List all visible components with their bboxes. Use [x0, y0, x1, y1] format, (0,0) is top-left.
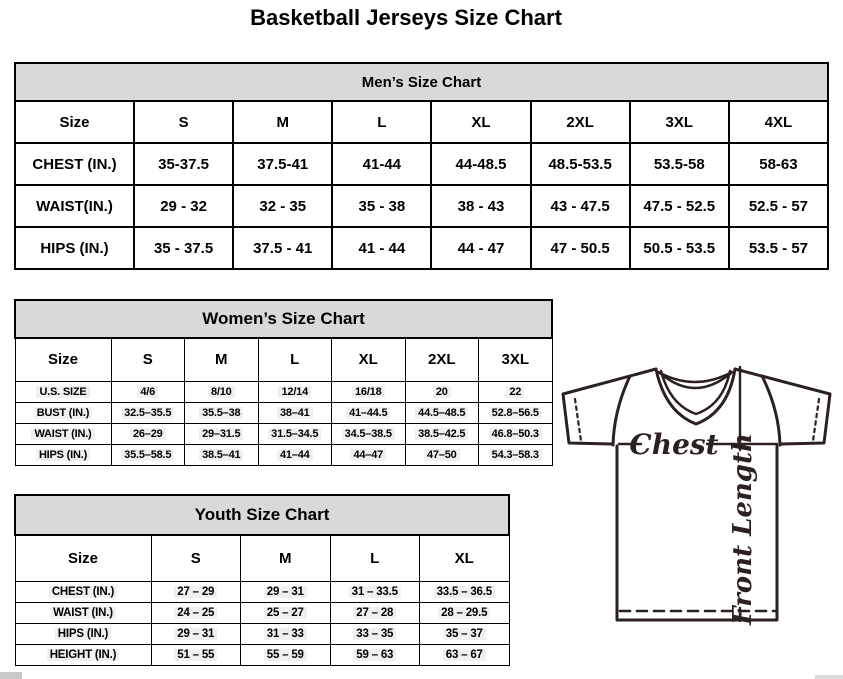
table-cell: 59 – 63	[330, 644, 420, 665]
column-header: Size	[15, 535, 151, 581]
table-cell: 31 – 33.5	[330, 581, 420, 602]
table-cell: 32 - 35	[233, 185, 332, 227]
table-cell: 29 – 31	[151, 623, 241, 644]
table-cell: 63 – 67	[420, 644, 510, 665]
column-header: L	[332, 101, 431, 143]
table-cell: 35 - 37.5	[134, 227, 233, 269]
column-header: L	[330, 535, 420, 581]
table-cell: 51 – 55	[151, 644, 241, 665]
table-cell: 41-44	[332, 143, 431, 185]
row-label: WAIST(IN.)	[15, 185, 134, 227]
table-cell: 44–47	[332, 444, 406, 465]
column-header: Size	[15, 101, 134, 143]
table-cell: 35-37.5	[134, 143, 233, 185]
column-header: 4XL	[729, 101, 828, 143]
table-cell: 35 - 38	[332, 185, 431, 227]
table-cell: 16/18	[332, 381, 406, 402]
row-label: HIPS (IN.)	[15, 623, 151, 644]
table-cell: 29 - 32	[134, 185, 233, 227]
table-cell: 37.5-41	[233, 143, 332, 185]
row-label: HIPS (IN.)	[15, 227, 134, 269]
row-label: WAIST (IN.)	[15, 602, 151, 623]
table-cell: 46.8–50.3	[479, 423, 553, 444]
column-header: XL	[431, 101, 530, 143]
table-cell: 8/10	[185, 381, 259, 402]
front-length-label: Front Length	[728, 433, 758, 625]
table-cell: 41–44	[258, 444, 332, 465]
table-cell: 54.3–58.3	[479, 444, 553, 465]
table-cell: 44.5–48.5	[405, 402, 479, 423]
column-header: L	[258, 338, 332, 381]
table-cell: 44 - 47	[431, 227, 530, 269]
mens-table-title: Men’s Size Chart	[15, 63, 828, 101]
row-label: CHEST (IN.)	[15, 143, 134, 185]
scrollbar-artifact-left	[0, 672, 22, 679]
table-cell: 31 – 33	[241, 623, 331, 644]
table-cell: 55 – 59	[241, 644, 331, 665]
row-label: BUST (IN.)	[15, 402, 111, 423]
table-cell: 33 – 35	[330, 623, 420, 644]
table-cell: 47–50	[405, 444, 479, 465]
table-cell: 53.5 - 57	[729, 227, 828, 269]
table-cell: 35.5–58.5	[111, 444, 185, 465]
table-cell: 31.5–34.5	[258, 423, 332, 444]
table-cell: 41 - 44	[332, 227, 431, 269]
row-label: HIPS (IN.)	[15, 444, 111, 465]
scrollbar-artifact-right	[815, 675, 843, 679]
table-cell: 52.8–56.5	[479, 402, 553, 423]
table-cell: 35 – 37	[420, 623, 510, 644]
column-header: 3XL	[479, 338, 553, 381]
column-header: Size	[15, 338, 111, 381]
table-cell: 44-48.5	[431, 143, 530, 185]
table-cell: 26–29	[111, 423, 185, 444]
column-header: S	[151, 535, 241, 581]
youth-table-title: Youth Size Chart	[15, 495, 509, 535]
column-header: XL	[420, 535, 510, 581]
table-cell: 27 – 29	[151, 581, 241, 602]
row-label: WAIST (IN.)	[15, 423, 111, 444]
table-cell: 29 – 31	[241, 581, 331, 602]
table-cell: 28 – 29.5	[420, 602, 510, 623]
table-cell: 12/14	[258, 381, 332, 402]
column-header: 2XL	[405, 338, 479, 381]
column-header: 2XL	[531, 101, 630, 143]
table-cell: 29–31.5	[185, 423, 259, 444]
table-cell: 32.5–35.5	[111, 402, 185, 423]
table-cell: 38.5–42.5	[405, 423, 479, 444]
table-cell: 58-63	[729, 143, 828, 185]
row-label: CHEST (IN.)	[15, 581, 151, 602]
table-cell: 38–41	[258, 402, 332, 423]
table-cell: 34.5–38.5	[332, 423, 406, 444]
table-cell: 38 - 43	[431, 185, 530, 227]
table-cell: 47.5 - 52.5	[630, 185, 729, 227]
table-cell: 25 – 27	[241, 602, 331, 623]
table-cell: 4/6	[111, 381, 185, 402]
column-header: M	[185, 338, 259, 381]
table-cell: 50.5 - 53.5	[630, 227, 729, 269]
table-cell: 37.5 - 41	[233, 227, 332, 269]
table-cell: 41–44.5	[332, 402, 406, 423]
table-cell: 33.5 – 36.5	[420, 581, 510, 602]
womens-table-title: Women’s Size Chart	[15, 300, 552, 338]
column-header: M	[241, 535, 331, 581]
table-cell: 53.5-58	[630, 143, 729, 185]
table-cell: 27 – 28	[330, 602, 420, 623]
chest-label: Chest	[629, 428, 719, 461]
table-cell: 24 – 25	[151, 602, 241, 623]
table-cell: 47 - 50.5	[531, 227, 630, 269]
table-cell: 52.5 - 57	[729, 185, 828, 227]
table-cell: 43 - 47.5	[531, 185, 630, 227]
column-header: S	[134, 101, 233, 143]
table-cell: 38.5–41	[185, 444, 259, 465]
table-cell: 35.5–38	[185, 402, 259, 423]
table-cell: 22	[479, 381, 553, 402]
row-label: HEIGHT (IN.)	[15, 644, 151, 665]
column-header: M	[233, 101, 332, 143]
column-header: S	[111, 338, 185, 381]
page-title: Basketball Jerseys Size Chart	[250, 5, 562, 30]
column-header: 3XL	[630, 101, 729, 143]
row-label: U.S. SIZE	[15, 381, 111, 402]
table-cell: 20	[405, 381, 479, 402]
column-header: XL	[332, 338, 406, 381]
table-cell: 48.5-53.5	[531, 143, 630, 185]
